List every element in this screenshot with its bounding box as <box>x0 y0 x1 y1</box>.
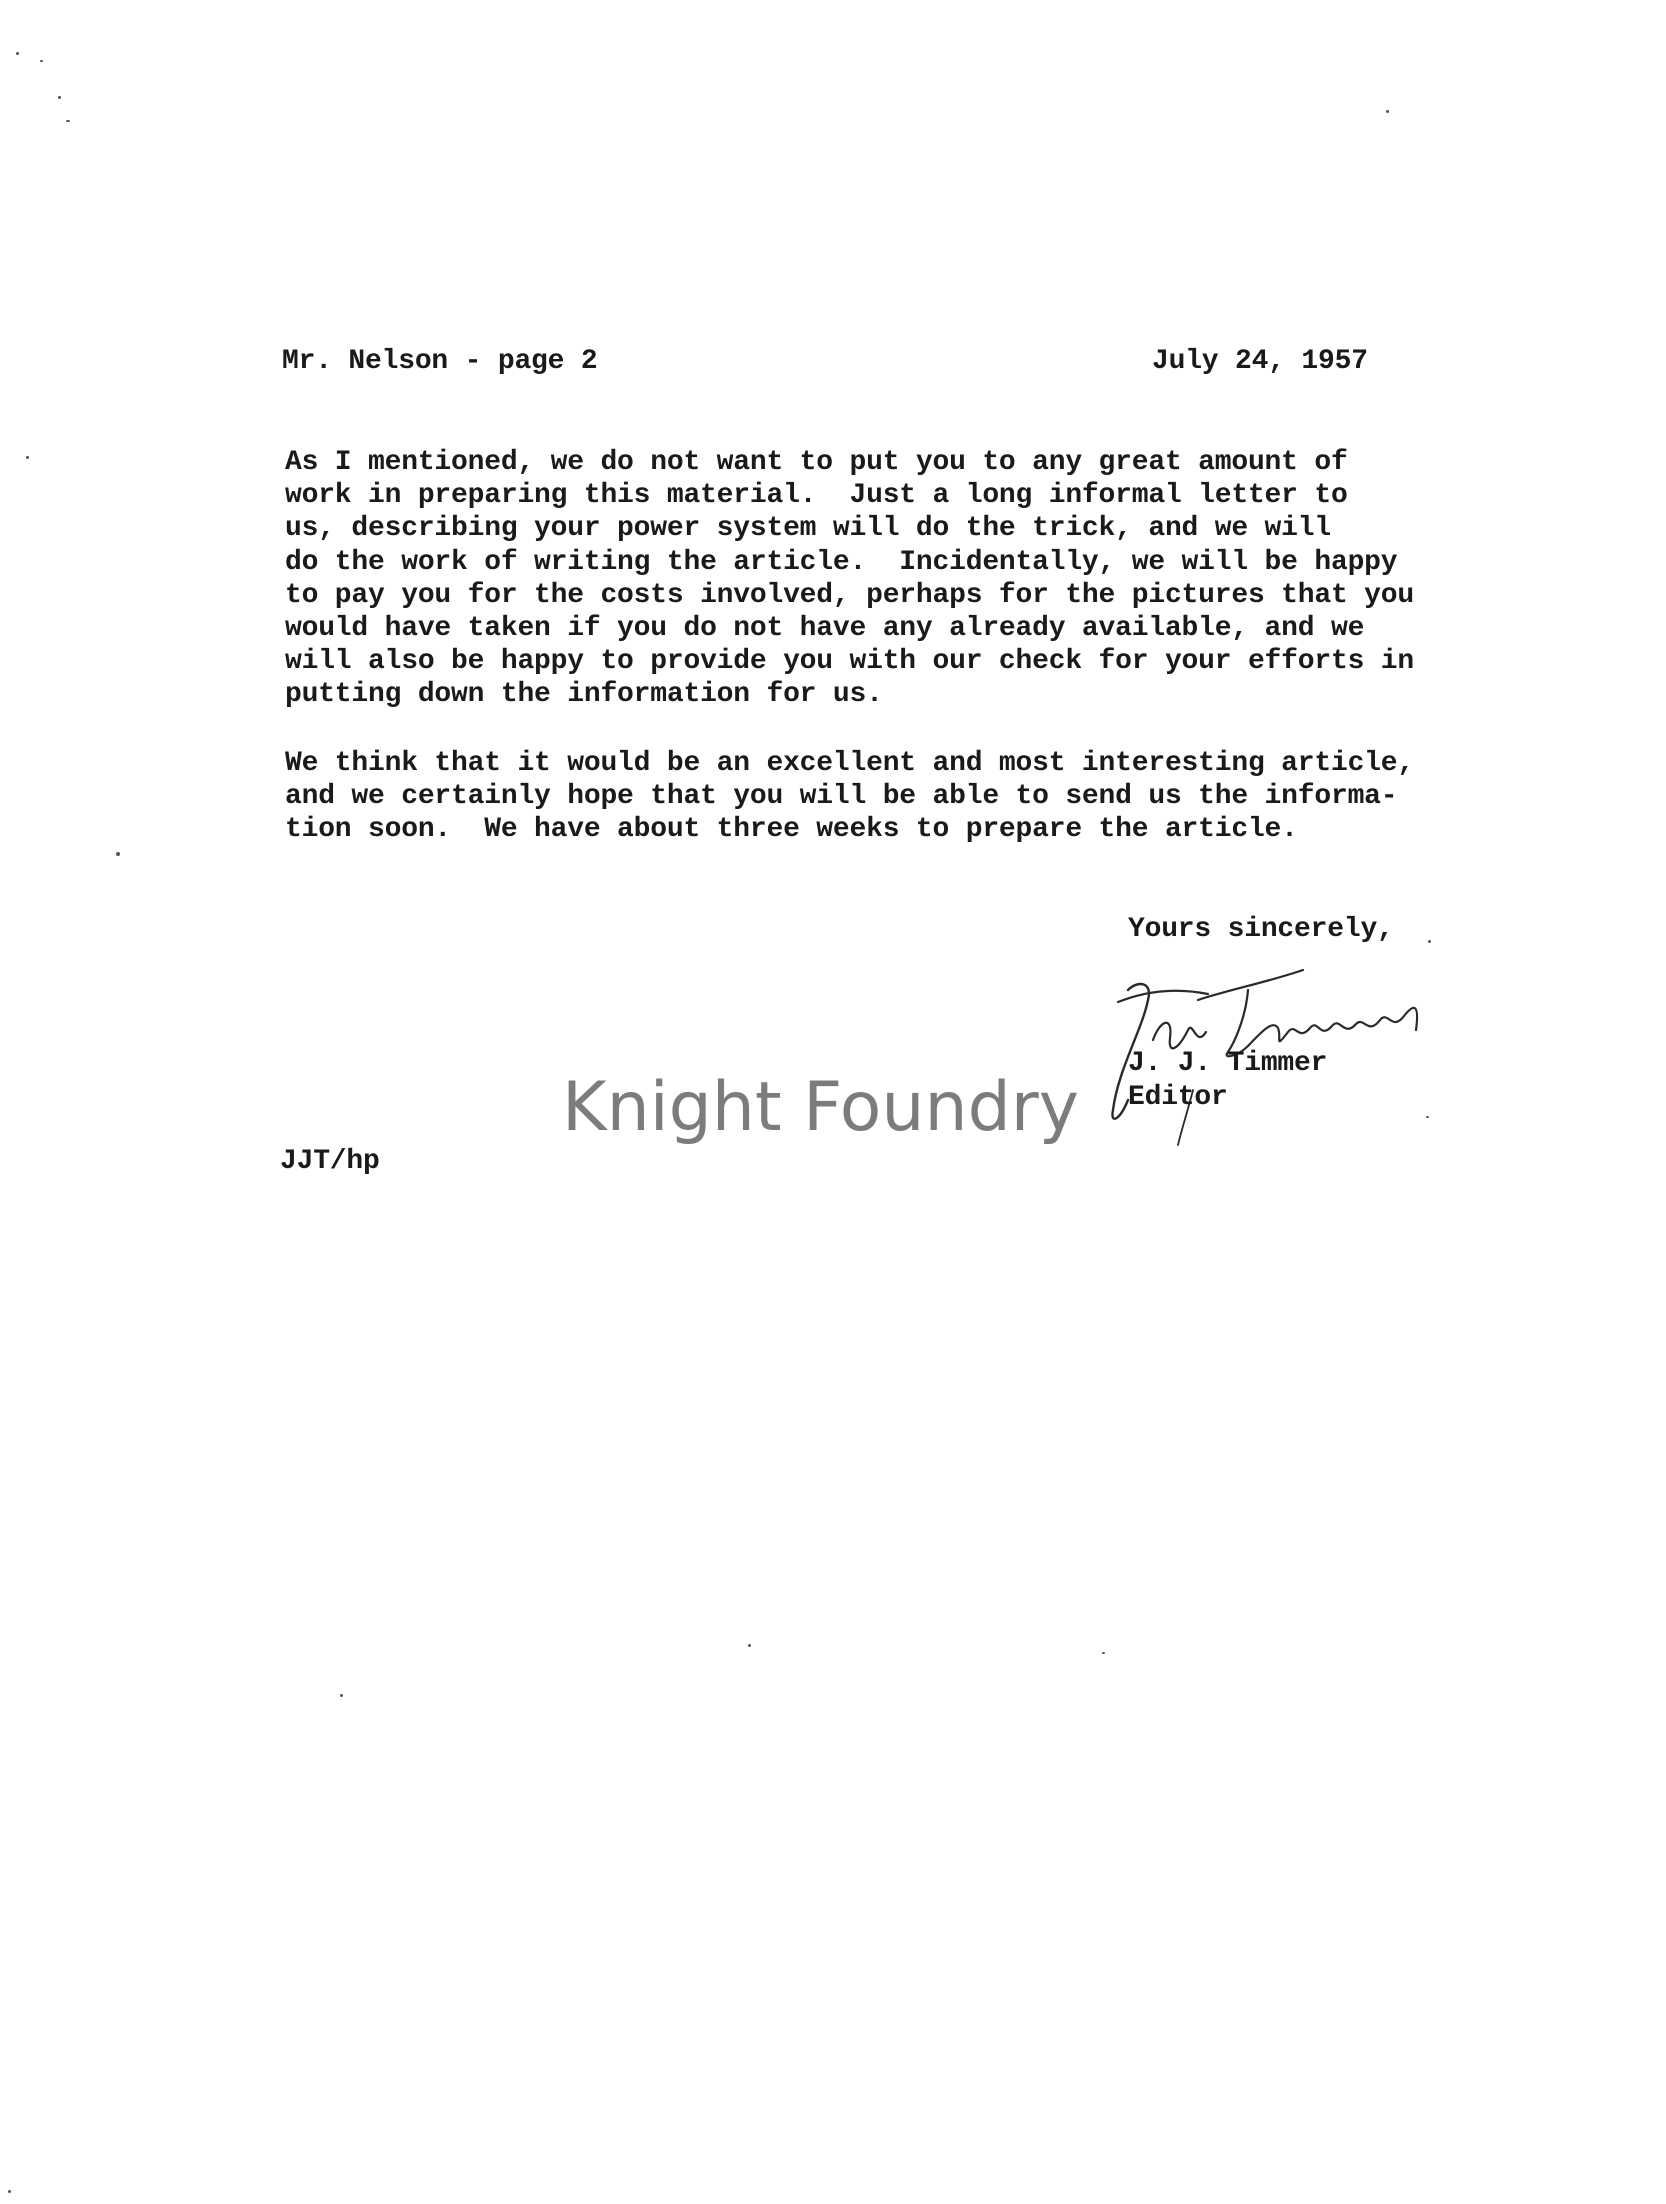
scan-speck <box>8 2190 11 2193</box>
scan-speck <box>1102 1652 1105 1654</box>
paragraph-line: would have taken if you do not have any already available, and we <box>285 613 1365 645</box>
scan-speck <box>40 60 43 62</box>
paragraph-line: to pay you for the costs involved, perhaps for the pictures that you <box>285 579 1414 611</box>
letter-date: July 24, 1957 <box>1152 346 1368 377</box>
signer-title: Editor <box>1128 1082 1228 1113</box>
scan-speck <box>1428 940 1431 943</box>
scan-speck <box>26 456 29 459</box>
paragraph-line: As I mentioned, we do not want to put you to any great amount of <box>285 447 1348 478</box>
paragraph-line: work in preparing this material. Just a long informal letter to <box>285 480 1348 512</box>
scan-speck <box>1386 110 1389 113</box>
watermark-text: Knight Foundry <box>562 1068 1079 1147</box>
paragraph-line: putting down the information for us. <box>285 679 883 711</box>
page-header: Mr. Nelson - page 2 <box>282 346 598 377</box>
scan-speck <box>58 96 61 99</box>
paragraph-line: us, describing your power system will do the trick, and we will <box>285 513 1331 545</box>
paragraph-line: tion soon. We have about three weeks to prepare the article. <box>285 814 1298 846</box>
scan-speck <box>116 852 120 856</box>
typist-initials: JJT/hp <box>280 1146 380 1177</box>
body-paragraph-1 <box>285 446 1414 712</box>
paragraph-line: and we certainly hope that you will be able to send us the informa- <box>285 781 1398 813</box>
signer-name: J. J. Timmer <box>1128 1048 1328 1079</box>
scan-speck <box>748 1644 751 1647</box>
scan-speck <box>66 120 70 122</box>
paragraph-line: do the work of writing the article. Incidentally, we will be happy <box>285 546 1398 578</box>
scan-speck <box>1426 1116 1429 1118</box>
body-paragraph-2 <box>285 747 1414 847</box>
scan-speck <box>16 52 19 55</box>
paragraph-line: We think that it would be an excellent and most interesting article, <box>285 748 1414 779</box>
paragraph-line: will also be happy to provide you with our check for your efforts in <box>285 646 1414 678</box>
scan-speck <box>340 1694 343 1697</box>
closing-salutation: Yours sincerely, <box>1128 914 1394 945</box>
